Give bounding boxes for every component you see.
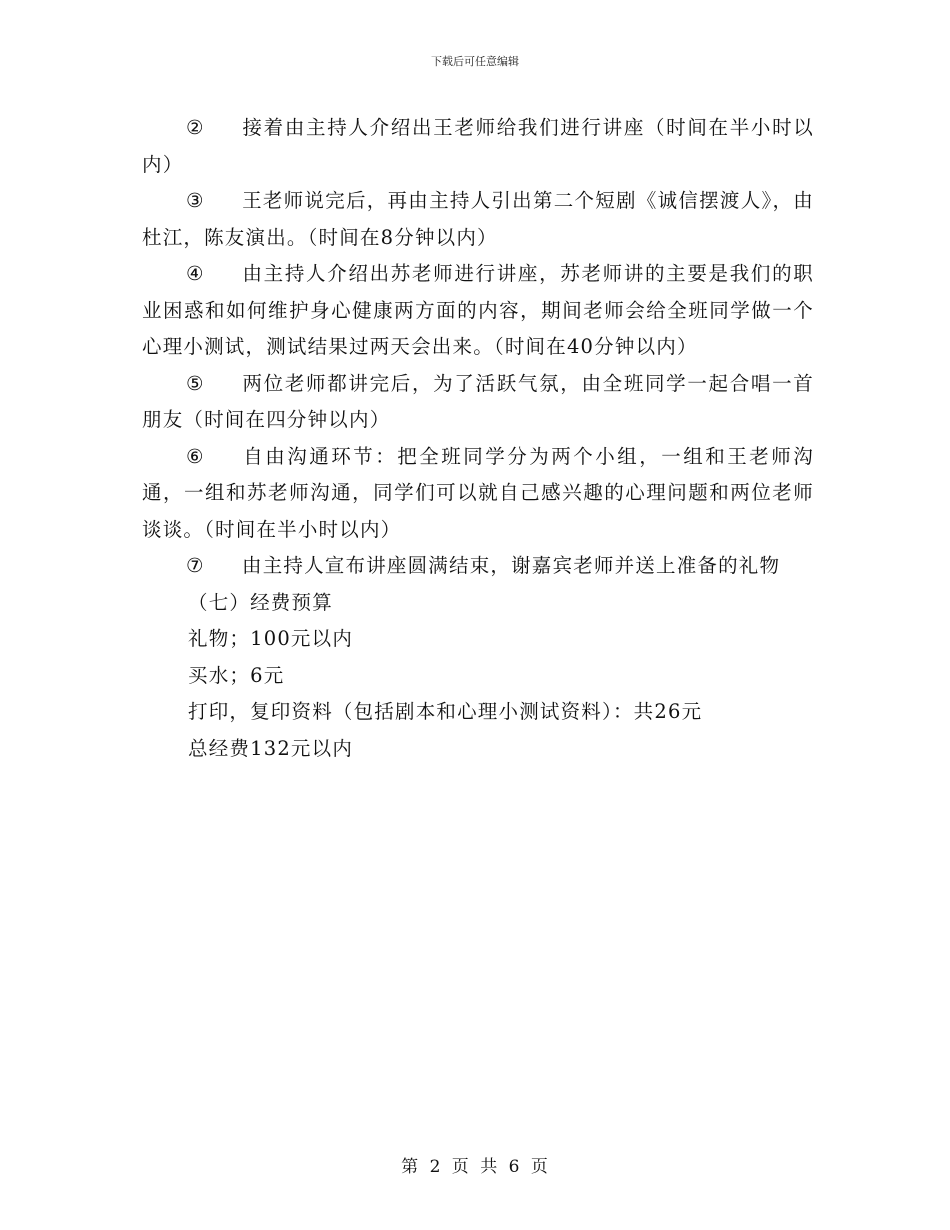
budget-heading: （七）经费预算	[188, 590, 333, 614]
item-number: ⑥	[186, 444, 205, 468]
budget-line-printing: 打印，复印资料（包括剧本和心理小测试资料）：共26元	[188, 700, 703, 723]
item-text: 由主持人介绍出苏老师进行讲座，苏老师讲的主要是我们的职业困惑和如何维护身心健康两方面的内容，期间老师会给全班同学做一个心理小测试，测试结果过两天会出来。（时间在40分钟以内）	[142, 262, 814, 358]
budget-line-gift: 礼物；100元以内	[188, 627, 354, 650]
page-number: 第 2 页 共 6 页	[401, 1157, 549, 1177]
agenda-item-5	[142, 366, 814, 439]
item-text: 由主持人宣布讲座圆满结束，谢嘉宾老师并送上准备的礼物	[242, 554, 781, 577]
agenda-item-7	[142, 548, 814, 585]
budget-line-total: 总经费132元以内	[188, 736, 354, 760]
item-text: 王老师说完后，再由主持人引出第二个短剧《诚信摆渡人》，由杜江，陈友演出。（时间在8分钟以内）	[142, 189, 814, 249]
page-header: 下载后可任意编辑	[431, 55, 519, 68]
agenda-item-2	[142, 110, 814, 183]
item-text: 自由沟通环节：把全班同学分为两个小组，一组和王老师沟通，一组和苏老师沟通，同学们可以就自己感兴趣的心理问题和两位老师谈谈。（时间在半小时以内）	[142, 444, 814, 541]
agenda-item-6	[142, 439, 814, 549]
agenda-item-4	[142, 256, 814, 366]
item-number: ⑤	[186, 371, 205, 395]
item-number: ④	[186, 262, 205, 285]
agenda-item-3	[142, 183, 814, 256]
item-text: 接着由主持人介绍出王老师给我们进行讲座（时间在半小时以内）	[142, 116, 814, 176]
item-text: 两位老师都讲完后，为了活跃气氛，由全班同学一起合唱一首朋友（时间在四分钟以内）	[142, 371, 814, 431]
item-number: ⑦	[186, 554, 205, 577]
item-number: ②	[186, 116, 205, 139]
item-number: ③	[186, 189, 205, 212]
document-body	[142, 110, 814, 767]
budget-line-water: 买水；6元	[188, 663, 285, 687]
